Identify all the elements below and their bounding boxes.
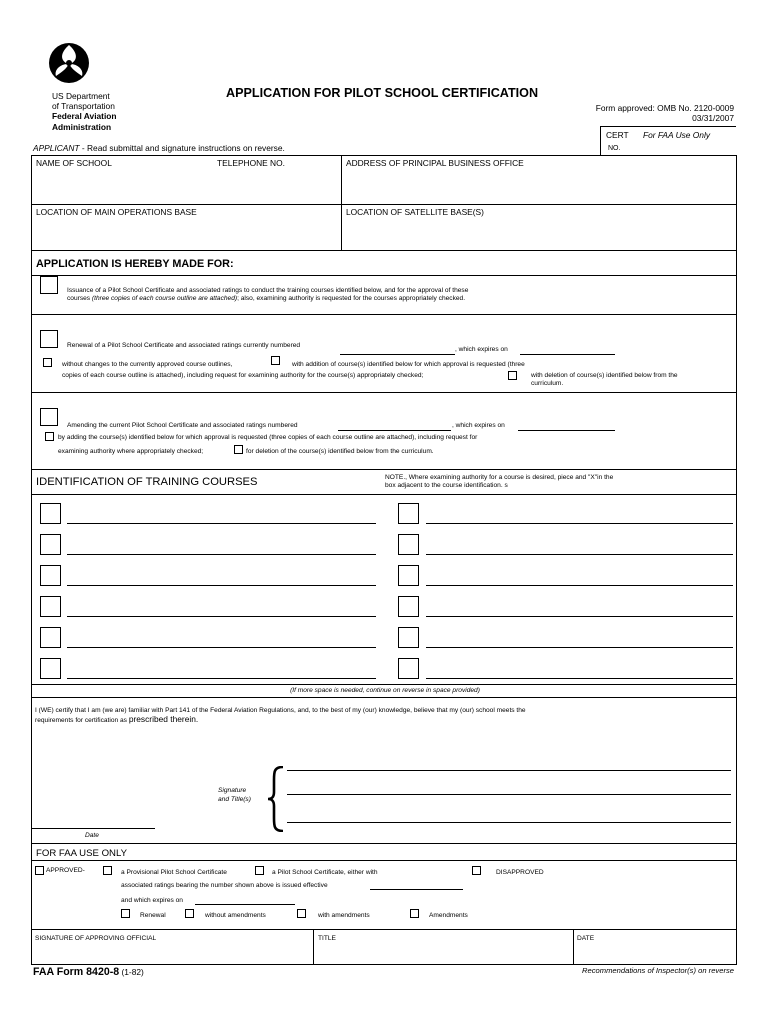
application-heading: APPLICATION IS HEREBY MADE FOR:: [36, 258, 234, 270]
school-name-field[interactable]: [34, 170, 214, 202]
courses-heading: IDENTIFICATION OF TRAINING COURSES: [36, 476, 258, 488]
course-checkbox[interactable]: [398, 596, 419, 617]
approved-checkbox[interactable]: [35, 866, 44, 875]
course-checkbox[interactable]: [398, 565, 419, 586]
renewal-faa-label: Renewal: [140, 912, 166, 919]
applicant-instructions: APPLICANT - Read submittal and signature instructions on reverse.: [33, 143, 285, 153]
amend-examining-text: examining authority where appropriately checked;: [58, 448, 204, 455]
course-line[interactable]: [426, 585, 733, 586]
signature-line-1[interactable]: [287, 770, 731, 771]
course-checkbox[interactable]: [40, 503, 61, 524]
recommendations-note: Recommendations of Inspector(s) on reverse: [582, 966, 734, 975]
effective-date-line[interactable]: [370, 889, 463, 890]
course-checkbox[interactable]: [40, 565, 61, 586]
renewal-addition-checkbox[interactable]: [271, 356, 280, 365]
agency-line-3: Federal Aviation: [52, 111, 117, 121]
cert-label: CERT: [606, 130, 629, 140]
title-field[interactable]: [316, 945, 570, 963]
amend-deletion-checkbox[interactable]: [234, 445, 243, 454]
amend-expires-text: , which expires on: [452, 422, 505, 429]
course-checkbox[interactable]: [40, 596, 61, 617]
renewal-expires-text: , which expires on: [455, 346, 508, 353]
renewal-text: Renewal of a Pilot School Certificate and associated ratings currently numbered: [67, 342, 301, 349]
faa-use-heading: FOR FAA USE ONLY: [36, 848, 127, 859]
telephone-field[interactable]: [216, 170, 338, 202]
certify-text-1: I (WE) certify that I am (we are) familiar with Part 141 of the Federal Aviation Regulations, and, to the best of my (our) knowledge, believe that my (our) school meets the: [35, 707, 526, 714]
amend-cert-number-line[interactable]: [338, 430, 451, 431]
form-number: FAA Form 8420-8 (1-82): [33, 966, 144, 978]
form-approved: Form approved: OMB No. 2120-0009: [595, 103, 734, 113]
renewal-faa-checkbox[interactable]: [121, 909, 130, 918]
sig-official-label: SIGNATURE OF APPROVING OFFICIAL: [35, 935, 157, 942]
address-field[interactable]: [344, 170, 734, 202]
renewal-without-text: without changes to the currently approved course outlines,: [62, 361, 233, 368]
telephone-label: TELEPHONE NO.: [217, 158, 285, 168]
disapproved-label: DISAPPROVED: [496, 869, 544, 876]
expires-on-text: and which expires on: [121, 897, 183, 904]
more-space-note: (If more space is needed, continue on reverse in space provided): [290, 687, 480, 694]
address-label: ADDRESS OF PRINCIPAL BUSINESS OFFICE: [346, 158, 524, 168]
amendments-checkbox[interactable]: [410, 909, 419, 918]
pilot-school-label: a Pilot School Certificate, either with: [272, 869, 378, 876]
amendments-label: Amendments: [429, 912, 468, 919]
signature-label-1: Signature: [218, 787, 247, 794]
approval-date-field[interactable]: [576, 945, 734, 963]
agency-line-2: of Transportation: [52, 101, 115, 111]
title-label: TITLE: [318, 935, 336, 942]
signature-label-2: and Title(s): [218, 796, 251, 803]
amend-checkbox[interactable]: [40, 408, 58, 426]
signature-line-2[interactable]: [287, 794, 731, 795]
amend-deletion-text: for deletion of the course(s) identified below from the curriculum.: [246, 448, 434, 455]
school-name-label: NAME OF SCHOOL: [36, 158, 112, 168]
amend-expires-line[interactable]: [518, 430, 615, 431]
provisional-label: a Provisional Pilot School Certificate: [121, 869, 227, 876]
course-line[interactable]: [426, 678, 733, 679]
assoc-ratings-text: associated ratings bearing the number shown above is issued effective: [121, 882, 328, 889]
without-amend-label: without amendments: [205, 912, 266, 919]
certify-text-2: requirements for certification as prescribed therein.: [35, 714, 199, 724]
course-line[interactable]: [426, 647, 733, 648]
course-checkbox[interactable]: [398, 627, 419, 648]
approved-date: 03/31/2007: [692, 113, 734, 123]
renewal-deletion-text-1: with deletion of course(s) identified below from the: [531, 372, 678, 379]
main-base-label: LOCATION OF MAIN OPERATIONS BASE: [36, 207, 197, 217]
renewal-deletion-text-2: curriculum.: [531, 380, 564, 387]
cert-no-label: NO.: [608, 145, 621, 152]
courses-note-2: box adjacent to the course identification. s: [385, 482, 508, 489]
provisional-checkbox[interactable]: [103, 866, 112, 875]
course-line[interactable]: [67, 616, 376, 617]
form-title: APPLICATION FOR PILOT SCHOOL CERTIFICATION: [226, 86, 539, 100]
cert-number-field[interactable]: [640, 138, 730, 152]
amend-text: Amending the current Pilot School Certificate and associated ratings numbered: [67, 422, 298, 429]
course-line[interactable]: [67, 678, 376, 679]
issuance-text-1: Issuance of a Pilot School Certificate and associated ratings to conduct the training courses identified below, and for the approval of these: [67, 287, 469, 294]
dot-logo-icon: [48, 42, 90, 84]
renewal-without-checkbox[interactable]: [43, 358, 52, 367]
approved-label: APPROVED-: [46, 867, 85, 874]
satellite-base-label: LOCATION OF SATELLITE BASE(S): [346, 207, 484, 217]
course-checkbox[interactable]: [40, 627, 61, 648]
main-base-field[interactable]: [34, 218, 338, 248]
course-checkbox[interactable]: [40, 534, 61, 555]
faa-use-only-note: For FAA Use Only: [643, 130, 711, 140]
course-checkbox[interactable]: [40, 658, 61, 679]
renewal-cert-number-line[interactable]: [340, 354, 455, 355]
sig-official-field[interactable]: [34, 945, 310, 963]
approval-date-label: DATE: [577, 935, 595, 942]
course-checkbox[interactable]: [398, 534, 419, 555]
course-checkbox[interactable]: [398, 658, 419, 679]
course-line[interactable]: [426, 554, 733, 555]
renewal-deletion-checkbox[interactable]: [508, 371, 517, 380]
renewal-with-text-2: copies of each course outline is attached), including request for examining authority for the course(s) appropriately checked;: [62, 372, 424, 379]
course-line[interactable]: [67, 523, 376, 524]
amend-adding-text: by adding the course(s) identified below for which approval is requested (three copies of each course outline are attached), including request for: [58, 434, 478, 441]
issuance-checkbox[interactable]: [40, 276, 58, 294]
date-label: Date: [85, 832, 99, 839]
course-line[interactable]: [426, 616, 733, 617]
date-line[interactable]: [31, 828, 155, 829]
disapproved-checkbox[interactable]: [472, 866, 481, 875]
pilot-school-checkbox[interactable]: [255, 866, 264, 875]
issuance-text-2: courses (three copies of each course outline are attached); also, examining authority is requested for the courses appropriately checked.: [67, 295, 466, 302]
renewal-checkbox[interactable]: [40, 330, 58, 348]
with-amend-label: with amendments: [318, 912, 370, 919]
signature-brace-icon: [266, 766, 286, 832]
renewal-with-text-1: with addition of course(s) identified below for which approval is requested (three: [292, 361, 525, 368]
course-checkbox[interactable]: [398, 503, 419, 524]
with-amend-checkbox[interactable]: [297, 909, 306, 918]
expires-on-line[interactable]: [195, 904, 295, 905]
agency-line-4: Administration: [52, 122, 112, 132]
course-line[interactable]: [426, 523, 733, 524]
satellite-base-field[interactable]: [344, 218, 734, 248]
without-amend-checkbox[interactable]: [185, 909, 194, 918]
amend-adding-checkbox[interactable]: [45, 432, 54, 441]
signature-line-3[interactable]: [287, 822, 731, 823]
courses-note-1: NOTE., Where examining authority for a course is desired, piece and "X"in the: [385, 474, 614, 481]
course-line[interactable]: [67, 647, 376, 648]
agency-line-1: US Department: [52, 91, 110, 101]
course-line[interactable]: [67, 585, 376, 586]
course-line[interactable]: [67, 554, 376, 555]
renewal-expires-line[interactable]: [520, 354, 615, 355]
